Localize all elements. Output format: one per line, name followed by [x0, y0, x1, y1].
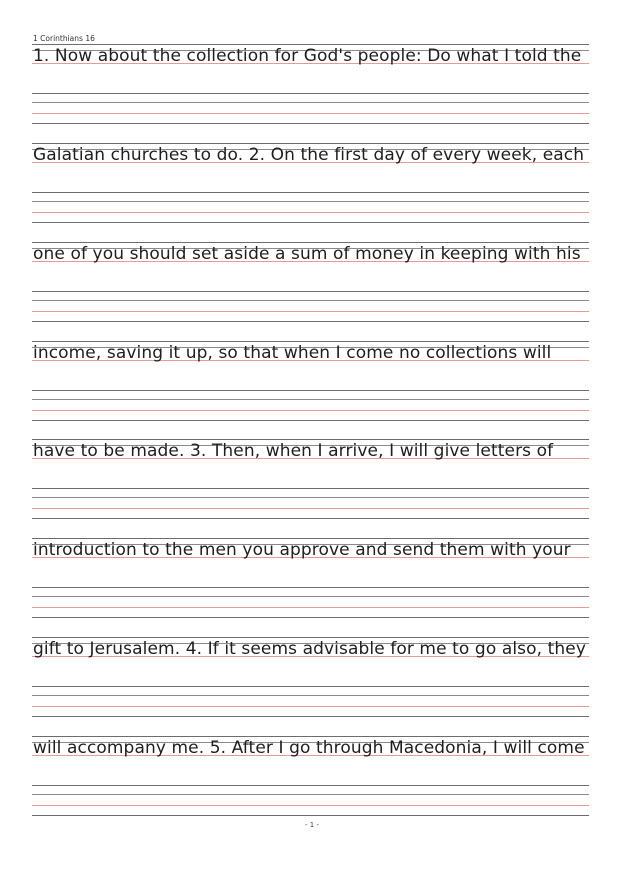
writing-block-4 [32, 341, 589, 425]
practice-rule [32, 192, 589, 193]
practice-bottom-rule [32, 617, 589, 618]
practice-bottom-rule [32, 123, 589, 124]
practice-rule [32, 390, 589, 391]
verse-line: have to be made. 3. Then, when I arrive, I will give letters of [33, 441, 554, 461]
practice-rule [32, 497, 589, 498]
practice-rule [32, 587, 589, 588]
practice-baseline [32, 113, 589, 114]
practice-rule [32, 102, 589, 103]
verse-line: 1. Now about the collection for God's people: Do what I told the [33, 46, 582, 66]
practice-bottom-rule [32, 321, 589, 322]
practice-baseline [32, 410, 589, 411]
practice-baseline [32, 607, 589, 608]
practice-baseline [32, 311, 589, 312]
verse-line: Galatian churches to do. 2. On the first day of every week, each [33, 145, 585, 165]
practice-rule [32, 596, 589, 597]
practice-rule [32, 695, 589, 696]
practice-rule [32, 488, 589, 489]
writing-block-8 [32, 736, 589, 820]
practice-baseline [32, 805, 589, 806]
practice-rule [32, 201, 589, 202]
top-rule [32, 143, 589, 144]
writing-block-3 [32, 242, 589, 326]
writing-block-1 [32, 44, 589, 128]
verse-line: will accompany me. 5. After I go through Macedonia, I will come [33, 738, 585, 758]
chapter-reference: 1 Corinthians 16 [33, 34, 95, 43]
practice-bottom-rule [32, 815, 589, 816]
practice-rule [32, 291, 589, 292]
handwriting-lines [32, 0, 589, 883]
top-rule [32, 44, 589, 45]
practice-rule [32, 300, 589, 301]
practice-rule [32, 686, 589, 687]
practice-bottom-rule [32, 222, 589, 223]
verse-line: income, saving it up, so that when I come no collections will [33, 343, 552, 363]
practice-baseline [32, 706, 589, 707]
practice-bottom-rule [32, 716, 589, 717]
practice-rule [32, 794, 589, 795]
writing-block-7 [32, 637, 589, 721]
writing-block-6 [32, 538, 589, 622]
practice-rule [32, 93, 589, 94]
top-rule [32, 538, 589, 539]
verse-line: introduction to the men you approve and send them with your [33, 540, 571, 560]
practice-baseline [32, 508, 589, 509]
practice-bottom-rule [32, 420, 589, 421]
practice-rule [32, 785, 589, 786]
practice-rule [32, 399, 589, 400]
practice-baseline [32, 212, 589, 213]
top-rule [32, 341, 589, 342]
writing-block-5 [32, 439, 589, 523]
verse-line: one of you should set aside a sum of money in keeping with his [33, 244, 581, 264]
verse-line: gift to Jerusalem. 4. If it seems advisable for me to go also, they [33, 639, 586, 659]
top-rule [32, 439, 589, 440]
top-rule [32, 637, 589, 638]
top-rule [32, 242, 589, 243]
page-number: - 1 - [305, 821, 319, 829]
top-rule [32, 736, 589, 737]
writing-block-2 [32, 143, 589, 227]
practice-bottom-rule [32, 518, 589, 519]
